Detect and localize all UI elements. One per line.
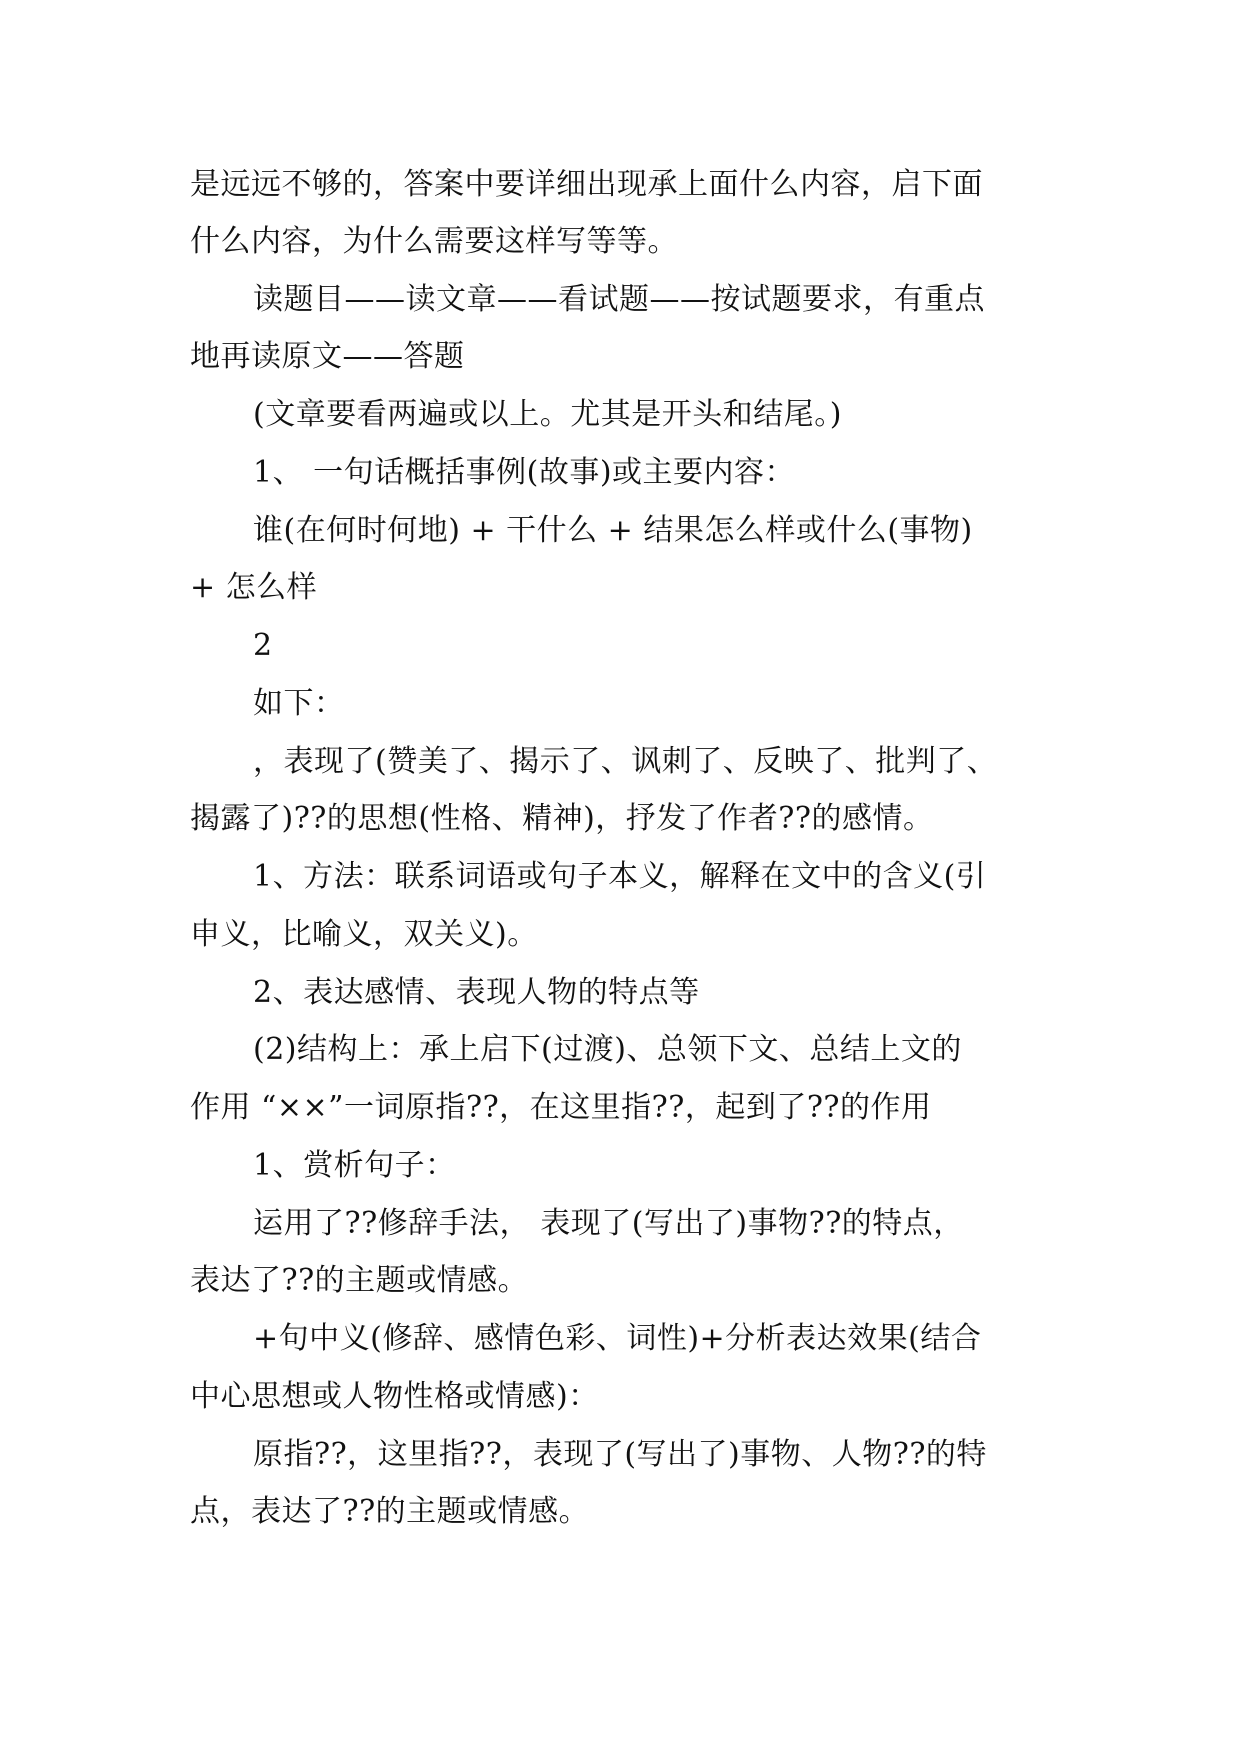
text-line: 2 [253, 628, 273, 663]
text-line: ，表现了(赞美了、揭示了、讽刺了、反映了、批判了、 [253, 744, 998, 779]
text-line: 表达了??的主题或情感。 [190, 1263, 529, 1298]
text-line: 申义，比喻义，双关义)。 [190, 917, 538, 952]
text-line: 1、方法：联系词语或句子本义，解释在文中的含义(引 [253, 859, 987, 894]
text-line: + 怎么样 [190, 570, 318, 605]
text-line: 点，表达了??的主题或情感。 [190, 1494, 590, 1529]
text-line: (2)结构上：承上启下(过渡)、总领下文、总结上文的 [253, 1032, 962, 1067]
text-line: +句中义(修辞、感情色彩、词性)+分析表达效果(结合 [253, 1321, 982, 1356]
text-line: 1、 一句话概括事例(故事)或主要内容： [253, 455, 796, 490]
text-line: 如下： [253, 686, 345, 721]
text-line: 地再读原文——答题 [190, 339, 465, 374]
text-line: 原指??，这里指??，表现了(写出了)事物、人物??的特 [253, 1437, 987, 1472]
text-line: 1、赏析句子： [253, 1148, 456, 1183]
text-line: 运用了??修辞手法， 表现了(写出了)事物??的特点， [253, 1206, 964, 1241]
text-line: 揭露了)??的思想(性格、精神)，抒发了作者??的感情。 [190, 801, 934, 836]
text-line: 是远远不够的，答案中要详细出现承上面什么内容，启下面 [190, 167, 983, 202]
text-line: 读题目——读文章——看试题——按试题要求，有重点 [253, 282, 985, 317]
text-line: 什么内容，为什么需要这样写等等。 [190, 224, 678, 259]
text-line: 作用 “××”一词原指??，在这里指??，起到了??的作用 [190, 1090, 932, 1125]
text-line: (文章要看两遍或以上。尤其是开头和结尾。) [253, 397, 842, 432]
text-line: 2、表达感情、表现人物的特点等 [253, 975, 700, 1010]
text-line: 中心思想或人物性格或情感)： [190, 1379, 599, 1414]
text-line: 谁(在何时何地) + 干什么 + 结果怎么样或什么(事物) [253, 513, 973, 548]
